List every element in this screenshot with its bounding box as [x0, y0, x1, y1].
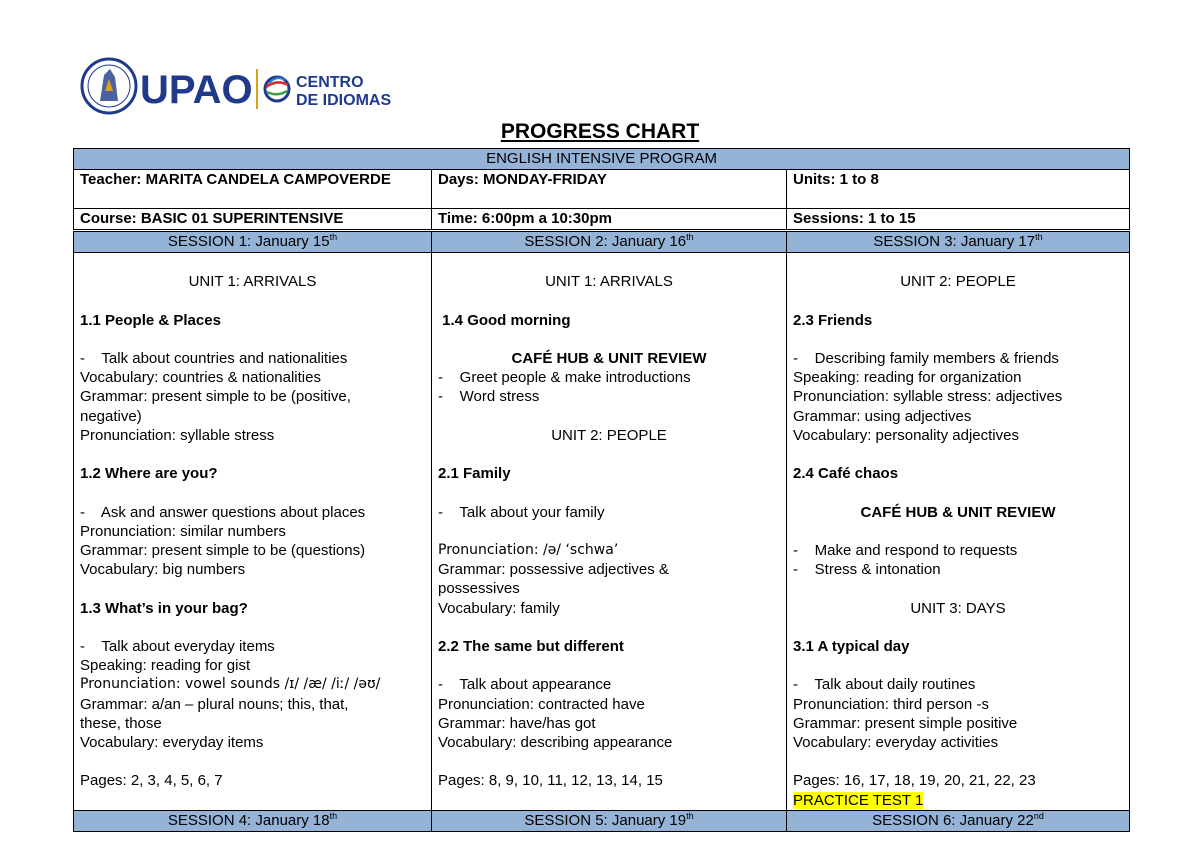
col2-line: 2.1 Family	[438, 465, 511, 483]
col1-line: Speaking: reading for gist	[80, 657, 251, 675]
program-header-table	[73, 148, 1130, 230]
program-name: ENGLISH INTENSIVE PROGRAM	[74, 149, 1130, 170]
col1-line: Grammar: a/an – plural nouns; this, that,	[80, 695, 349, 713]
col1-line: Pages: 2, 3, 4, 5, 6, 7	[80, 772, 223, 790]
col2-line: 2.2 The same but different	[438, 637, 624, 655]
logo-divider	[256, 69, 258, 109]
col1-line	[80, 752, 425, 771]
col3-line: - Describing family members & friends	[793, 349, 1059, 367]
col3-line: Grammar: using adjectives	[793, 407, 972, 425]
sessions-cell: Sessions: 1 to 15	[787, 209, 1130, 230]
col2-line: Vocabulary: describing appearance	[438, 733, 673, 751]
col3-line: Pages: 16, 17, 18, 19, 20, 21, 22, 23	[793, 772, 1036, 790]
col1-line	[80, 483, 425, 502]
col1-line: 1.3 What’s in your bag?	[80, 599, 248, 617]
col3-line	[793, 579, 1123, 598]
col3-line: - Talk about daily routines	[793, 676, 976, 694]
col1-line: 1.2 Where are you?	[80, 465, 218, 483]
session-6-header: SESSION 6: January 22nd	[787, 810, 1130, 831]
col1-line: Vocabulary: big numbers	[80, 561, 246, 579]
col2-line: UNIT 2: PEOPLE	[551, 426, 667, 444]
col2-line: - Word stress	[438, 388, 540, 406]
col3-line	[793, 330, 1123, 349]
col2-line	[438, 407, 780, 426]
col3-line	[793, 253, 1123, 272]
university-seal-icon	[82, 59, 136, 113]
teacher-cell: Teacher: MARITA CANDELA CAMPOVERDE	[74, 170, 432, 209]
col1-line: Pronunciation: similar numbers	[80, 522, 286, 540]
session-1-content	[74, 253, 432, 811]
col3-line: Vocabulary: everyday activities	[793, 733, 999, 751]
col1-line: Vocabulary: everyday items	[80, 733, 264, 751]
col2-line: - Talk about appearance	[438, 676, 612, 694]
session-3-content	[787, 253, 1130, 811]
col1-line: Grammar: present simple to be (questions)	[80, 541, 366, 559]
col2-line	[438, 483, 780, 502]
col2-line: possessives	[438, 580, 520, 598]
col1-line: Pronunciation: syllable stress	[80, 426, 275, 444]
col3-line	[793, 291, 1123, 310]
col3-line	[793, 618, 1123, 637]
col2-line: Pronunciation: /ə/ ‘schwa’	[438, 541, 619, 558]
col2-line: Vocabulary: family	[438, 599, 560, 617]
col1-line	[80, 291, 425, 310]
col3-line: - Make and respond to requests	[793, 541, 1018, 559]
col3-line	[793, 445, 1123, 464]
col1-line: negative)	[80, 407, 142, 425]
col3-line	[793, 752, 1123, 771]
col3-line: Pronunciation: syllable stress: adjectives	[793, 388, 1063, 406]
session-3-header: SESSION 3: January 17th	[787, 232, 1130, 253]
session-2-header: SESSION 2: January 16th	[432, 232, 787, 253]
col1-line: - Ask and answer questions about places	[80, 503, 366, 521]
centro-idiomas-icon	[265, 77, 289, 101]
upao-centro-de-idiomas-logo	[80, 55, 410, 117]
col3-line: Pronunciation: third person -s	[793, 695, 989, 713]
course-cell: Course: BASIC 01 SUPERINTENSIVE	[74, 209, 432, 230]
col2-line: Pages: 8, 9, 10, 11, 12, 13, 14, 15	[438, 772, 663, 790]
session-1-header: SESSION 1: January 15th	[74, 232, 432, 253]
col2-line	[438, 253, 780, 272]
col3-line: UNIT 2: PEOPLE	[900, 273, 1016, 291]
col2-line	[438, 291, 780, 310]
sessions-table	[73, 231, 1130, 832]
brand-text: UPAO	[140, 68, 253, 112]
col1-line: Vocabulary: countries & nationalities	[80, 369, 321, 387]
col1-line: - Talk about everyday items	[80, 637, 275, 655]
col3-line: Grammar: present simple positive	[793, 714, 1018, 732]
col1-line: these, those	[80, 714, 162, 732]
col1-line: Pronunciation: vowel sounds /ɪ/ /æ/ /iː/ /əʊ/	[80, 676, 381, 693]
col2-line: Grammar: possessive adjectives &	[438, 561, 669, 579]
col1-line	[80, 253, 425, 272]
col2-line	[438, 445, 780, 464]
days-cell: Days: MONDAY-FRIDAY	[432, 170, 787, 209]
col2-line: Grammar: have/has got	[438, 714, 596, 732]
col2-line	[438, 522, 780, 541]
session-header-row-2	[74, 810, 1130, 831]
col1-line: 1.1 People & Places	[80, 311, 221, 329]
col1-line: UNIT 1: ARRIVALS	[188, 273, 317, 291]
col2-line: - Talk about your family	[438, 503, 605, 521]
time-cell: Time: 6:00pm a 10:30pm	[432, 209, 787, 230]
session-4-header: SESSION 4: January 18th	[74, 810, 432, 831]
col2-line: 1.4 Good morning	[438, 311, 571, 329]
de-idiomas-text: DE IDIOMAS	[296, 92, 392, 109]
col3-line	[793, 791, 1123, 810]
col3-line: 2.4 Café chaos	[793, 465, 899, 483]
session-content-row	[74, 253, 1130, 811]
col2-line	[438, 752, 780, 771]
col3-line	[793, 522, 1123, 541]
page-title: PROGRESS CHART	[500, 120, 700, 143]
col3-line: Speaking: reading for organization	[793, 369, 1022, 387]
col2-line: UNIT 1: ARRIVALS	[545, 273, 673, 291]
col3-line: Vocabulary: personality adjectives	[793, 426, 1019, 444]
col1-line	[80, 579, 425, 598]
col3-line	[793, 656, 1123, 675]
col2-line: - Greet people & make introductions	[438, 369, 691, 387]
col3-line: UNIT 3: DAYS	[910, 599, 1006, 617]
session-5-header: SESSION 5: January 19th	[432, 810, 787, 831]
col1-line: - Talk about countries and nationalities	[80, 349, 348, 367]
col3-line: CAFÉ HUB & UNIT REVIEW	[860, 503, 1056, 521]
col3-line: 3.1 A typical day	[793, 637, 910, 655]
col3-line: - Stress & intonation	[793, 561, 941, 579]
col2-line	[438, 330, 780, 349]
col2-line	[438, 656, 780, 675]
col1-line: Grammar: present simple to be (positive,	[80, 388, 351, 406]
col1-line	[80, 445, 425, 464]
col3-line	[793, 483, 1123, 502]
col2-line: Pronunciation: contracted have	[438, 695, 645, 713]
session-header-row	[74, 232, 1130, 253]
col2-line	[438, 618, 780, 637]
col2-line: CAFÉ HUB & UNIT REVIEW	[511, 349, 707, 367]
col1-line	[80, 618, 425, 637]
col3-line: 2.3 Friends	[793, 311, 873, 329]
centro-text: CENTRO	[296, 74, 364, 91]
units-cell: Units: 1 to 8	[787, 170, 1130, 209]
col1-line	[80, 330, 425, 349]
practice-test-highlight: PRACTICE TEST 1	[793, 791, 924, 809]
session-2-content	[432, 253, 787, 811]
